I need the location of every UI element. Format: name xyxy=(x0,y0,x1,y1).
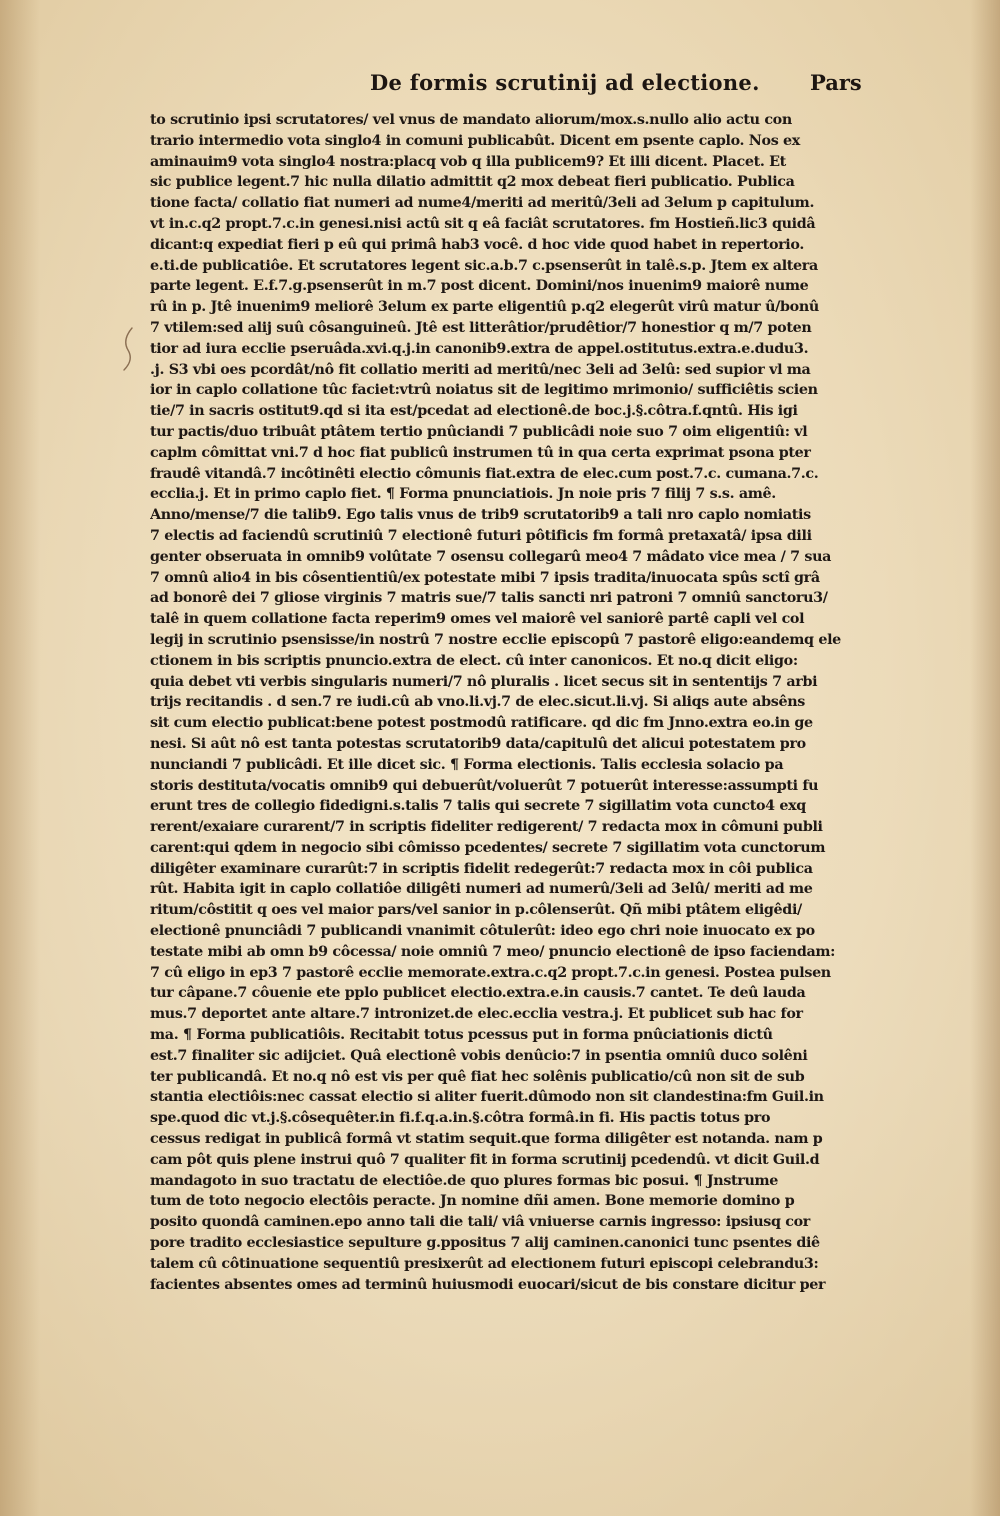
text-line: cessus redigat in publicâ formâ vt statim sequit.que forma diligêter est notanda. nam p xyxy=(150,1131,823,1148)
text-line: trario intermedio vota singlo4 in comuni publicabût. Dicent em psente caplo. Nos ex xyxy=(150,132,800,149)
text-line: testate mibi ab omn b9 côcessa/ noie omniû 7 meo/ pnuncio electionê de ipso faciendam: xyxy=(150,943,836,960)
text-line: Anno/mense/7 die talib9. Ego talis vnus de trib9 scrutatorib9 a tali nro caplo nomiatis xyxy=(150,507,811,524)
text-line: parte legent. E.f.7.g.psenserût in m.7 post dicent. Domini/nos inuenim9 maiorê nume xyxy=(150,278,809,295)
text-line: mus.7 deportet ante altare.7 intronizet.de elec.ecclia vestra.j. Et publicet sub hac for xyxy=(150,1006,803,1023)
text-line: sic publice legent.7 hic nulla dilatio admittit q2 mox debeat fieri publicatio. Publica xyxy=(150,174,795,191)
text-line: nesi. Si aût nô est tanta potestas scrutatorib9 data/capitulû det alicui potestatem pro xyxy=(150,735,806,752)
text-line: electionê pnunciâdi 7 publicandi vnanimit côtulerût: ideo ego chri noie inuocato ex po xyxy=(150,923,815,940)
text-line: quia debet vti verbis singularis numeri/7 nô pluralis . licet secus sit in sententijs 7 arbi xyxy=(150,673,818,690)
text-line: ad bonorê dei 7 gliose virginis 7 matris sue/7 talis sancti nri patroni 7 omniû sanctoru3/ xyxy=(150,590,828,607)
text-line: ter publicandâ. Et no.q nô est vis per quê fiat hec solênis publicatio/cû non sit de sub xyxy=(150,1068,805,1085)
text-line: stantia electiôis:nec cassat electio si aliter fuerit.dûmodo non sit clandestina:fm Guil.in xyxy=(150,1089,824,1106)
text-line: tione facta/ collatio fiat numeri ad nume4/meriti ad meritû/3eli ad 3elum p capitulum. xyxy=(150,195,815,212)
text-line: ritum/côstitit q oes vel maior pars/vel sanior in p.côlenserût. Qñ mibi ptâtem eligêdi/ xyxy=(150,902,802,919)
text-line: .j. S3 vbi oes pcordât/nô fit collatio meriti ad meritû/nec 3eli ad 3elû: sed supior vl ma xyxy=(150,361,811,378)
text-line: erunt tres de collegio fidedigni.s.talis 7 talis qui secrete 7 sigillatim vota cuncto4 exq xyxy=(150,798,806,815)
text-line: spe.quod dic vt.j.§.côsequêter.in fi.f.q.a.in.§.côtra formâ.in fi. His pactis totus pro xyxy=(150,1110,771,1127)
text-line: trijs recitandis . d sen.7 re iudi.cû ab vno.li.vj.7 de elec.sicut.li.vj. Si aliqs aute absêns xyxy=(150,694,805,711)
text-line: 7 cû eligo in ep3 7 pastorê ecclie memorate.extra.c.q2 propt.7.c.in genesi. Postea pulsen xyxy=(150,964,831,981)
text-line: tum de toto negocio electôis peracte. Jn nomine dñi amen. Bone memorie domino p xyxy=(150,1193,795,1210)
margin-bracket-mark xyxy=(118,326,136,372)
text-line: fraudê vitandâ.7 incôtinêti electio cômunis fiat.extra de elec.cum post.7.c. cumana.7.c. xyxy=(150,465,819,482)
text-line: ior in caplo collatione tûc faciet:vtrû noiatus sit de legitimo mrimonio/ sufficiêtis scien xyxy=(150,382,818,399)
text-line: posito quondâ caminen.epo anno tali die tali/ viâ vniuerse carnis ingresso: ipsiusq cor xyxy=(150,1214,810,1231)
text-line: ecclia.j. Et in primo caplo fiet. ¶ Forma pnunciatiois. Jn noie pris 7 filij 7 s.s. amê. xyxy=(150,486,776,503)
text-line: tur câpane.7 côuenie ete pplo publicet electio.extra.e.in causis.7 cantet. Te deû lauda xyxy=(150,985,806,1002)
text-line: vt in.c.q2 propt.7.c.in genesi.nisi actû sit q eâ faciât scrutatores. fm Hostieñ.lic3 quidâ xyxy=(150,215,816,232)
text-line: rerent/exaiare curarent/7 in scriptis fideliter redigerent/ 7 redacta mox in cômuni publi xyxy=(150,819,823,836)
text-line: tur pactis/duo tribuât ptâtem tertio pnûciandi 7 publicâdi noie suo 7 oim eligentiû: vl xyxy=(150,423,808,440)
text-line: e.ti.de publicatiôe. Et scrutatores legent sic.a.b.7 c.psenserût in talê.s.p. Jtem ex altera xyxy=(150,257,818,274)
text-line: mandagoto in suo tractatu de electiôe.de quo plures formas bic posui. ¶ Jnstrume xyxy=(150,1172,779,1189)
text-line: sit cum electio publicat:bene potest postmodû ratificare. qd dic fm Jnno.extra eo.in ge xyxy=(150,715,813,732)
text-line: 7 omnû alio4 in bis côsentientiû/ex potestate mibi 7 ipsis tradita/inuocata spûs sctî grâ xyxy=(150,569,820,586)
text-line: legij in scrutinio psensisse/in nostrû 7 nostre ecclie episcopû 7 pastorê eligo:eandemq ele xyxy=(150,631,841,648)
text-line: caplm cômittat vni.7 d hoc fiat publicû instrumen tû in qua certa exprimat psona pter xyxy=(150,444,811,461)
text-line: cam pôt quis plene instrui quô 7 qualiter fit in forma scrutinij pcedendû. vt dicit Guil.d xyxy=(150,1151,820,1168)
text-line: genter obseruata in omnib9 volûtate 7 osensu collegarû meo4 7 mâdato vice mea / 7 sua xyxy=(150,548,832,565)
text-line: est.7 finaliter sic adijciet. Quâ electionê vobis denûcio:7 in psentia omniû duco solêni xyxy=(150,1047,808,1064)
text-line: talê in quem collatione facta reperim9 omes vel maiorê vel saniorê partê capli vel col xyxy=(150,611,805,628)
folio-label: Pars xyxy=(810,70,862,95)
text-line: pore tradito ecclesiastice sepulture g.ppositus 7 alij caminen.canonici tunc psentes diê xyxy=(150,1235,820,1252)
running-title: De formis scrutinij ad electione. xyxy=(370,70,760,95)
text-line: ma. ¶ Forma publicatiôis. Recitabit totus pcessus put in forma pnûciationis dictû xyxy=(150,1027,773,1044)
text-line: facientes absentes omes ad terminû huiusmodi euocari/sicut de bis constare dicitur per xyxy=(150,1276,826,1293)
text-line: 7 electis ad faciendû scrutiniû 7 electionê futuri pôtificis fm formâ pretaxatâ/ ipsa dili xyxy=(150,527,812,544)
text-line: aminauim9 vota singlo4 nostra:placq vob q illa publicem9? Et illi dicent. Placet. Et xyxy=(150,153,786,170)
body-text xyxy=(150,110,910,1295)
text-line: diligêter examinare curarût:7 in scriptis fidelit redegerût:7 redacta mox in côi publica xyxy=(150,860,813,877)
text-line: rû in p. Jtê inuenim9 meliorê 3elum ex parte eligentiû p.q2 elegerût virû matur û/bonû xyxy=(150,299,819,316)
text-line: to scrutinio ipsi scrutatores/ vel vnus de mandato aliorum/mox.s.nullo alio actu con xyxy=(150,112,792,128)
text-line: talem cû côtinuatione sequentiû presixerût ad electionem futuri episcopi celebrandu3: xyxy=(150,1255,819,1272)
text-line: rût. Habita igit in caplo collatiôe diligêti numeri ad numerû/3eli ad 3elû/ meriti ad me xyxy=(150,881,813,898)
text-line: tie/7 in sacris ostitut9.qd si ita est/pcedat ad electionê.de boc.j.§.côtra.f.qntû. His igi xyxy=(150,403,798,420)
text-line: ctionem in bis scriptis pnuncio.extra de elect. cû inter canonicos. Et no.q dicit eligo: xyxy=(150,652,798,669)
text-line: carent:qui qdem in negocio sibi cômisso pcedentes/ secrete 7 sigillatim vota cunctorum xyxy=(150,839,826,856)
text-line: storis destituta/vocatis omnib9 qui debuerût/voluerût 7 potuerût interesse:assumpti fu xyxy=(150,777,819,794)
text-line: tior ad iura ecclie pseruâda.xvi.q.j.in canonib9.extra de appel.ostitutus.extra.e.dudu3. xyxy=(150,340,809,357)
text-line: nunciandi 7 publicâdi. Et ille dicet sic. ¶ Forma electionis. Talis ecclesia solacio pa xyxy=(150,756,784,773)
text-line: dicant:q expediat fieri p eû qui primâ hab3 você. d hoc vide quod habet in repertorio. xyxy=(150,236,804,253)
text-line: 7 vtilem:sed alij suû côsanguineû. Jtê est litterâtior/prudêtior/7 honestior q m/7 poten xyxy=(150,319,812,336)
